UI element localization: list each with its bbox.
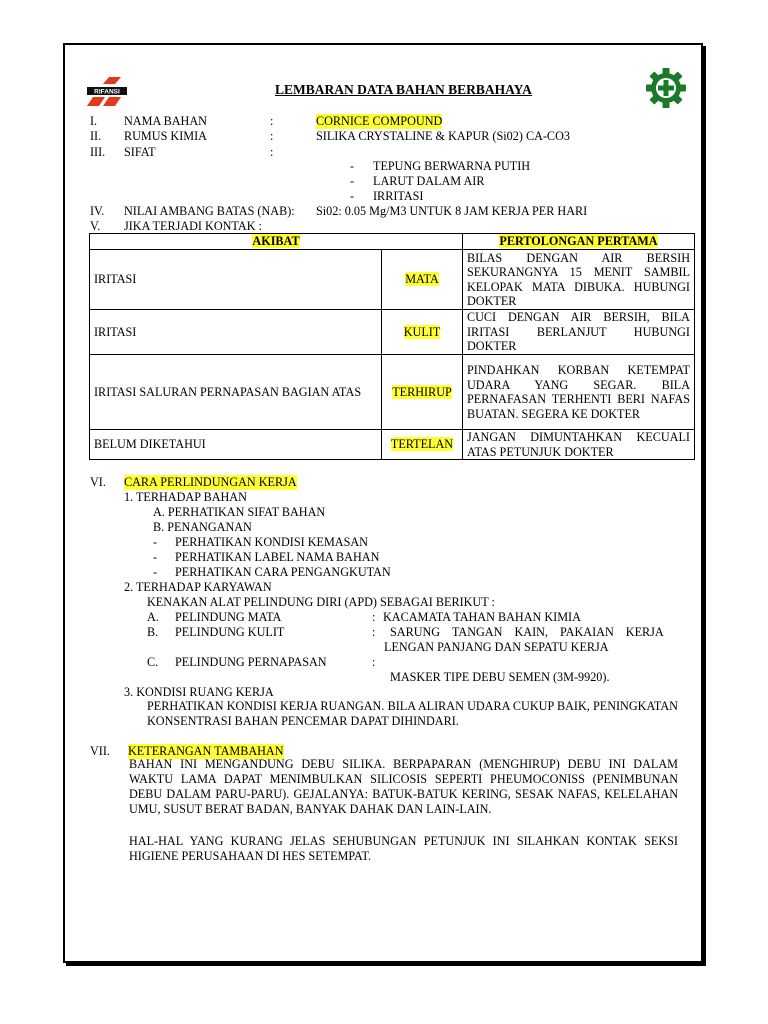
identity-sep-3: :	[270, 145, 274, 159]
apd-item-c: PELINDUNG PERNAPASAN	[175, 655, 327, 669]
company-name: RIFANSI	[94, 88, 120, 96]
row-area: MATA	[382, 250, 463, 310]
sifat-item-2: LARUT DALAM AIR	[373, 174, 485, 188]
identity-label-2: RUMUS KIMIA	[124, 129, 207, 143]
tambahan-para1: BAHAN INI MENGANDUNG DEBU SILIKA. BERPAPARAN (MENGHIRUP) DEBU INI DALAM WAKTU LAMA DAPAT MENIMBULKAN SILICOSIS SEPERTI PHEUMOCONISS (PENIMBUNAN DEBU DALAM PARU-PARU). GEJALANYA: BATUK-BATUK KERING, SESAK NAFAS, KELELAHAN UMU, SUSUT BERAT BADAN, BANYAK DAHAK DAN LAIN-LAIN.	[129, 757, 678, 816]
page-title: LEMBARAN DATA BAHAN BERBAHAYA	[275, 82, 532, 97]
row-pertolongan: CUCI DENGAN AIR BERSIH, BILA IRITASI BERLANJUT HUBUNGI DOKTER	[463, 310, 695, 355]
sifat-item-1: TEPUNG BERWARNA PUTIH	[373, 159, 531, 173]
row-pertolongan: JANGAN DIMUNTAHKAN KECUALI ATAS PETUNJUK DOKTER	[463, 430, 695, 460]
kontak-label: JIKA TERJADI KONTAK :	[124, 219, 262, 233]
nab-label: NILAI AMBANG BATAS (NAB):	[124, 204, 295, 218]
bahan-dash-3: PERHATIKAN CARA PENGANGKUTAN	[175, 565, 391, 579]
table-row	[90, 430, 695, 460]
apd-value-a: KACAMATA TAHAN BAHAN KIMIA	[383, 610, 581, 624]
dash: -	[153, 565, 158, 579]
identity-num-2: II.	[90, 129, 102, 143]
karyawan-title: 2. TERHADAP KARYAWAN	[124, 580, 272, 594]
header-akibat: AKIBAT	[90, 234, 463, 250]
nab-num: IV.	[90, 204, 105, 218]
material-name: CORNICE COMPOUND	[316, 114, 443, 128]
identity-sep-2: :	[270, 129, 274, 143]
row-akibat: IRITASI SALURAN PERNAPASAN BAGIAN ATAS	[90, 355, 382, 430]
apd-sep-c: :	[372, 655, 376, 669]
apd-value-b: SARUNG TANGAN KAIN, PAKAIAN KERJA	[390, 625, 664, 639]
table-row	[90, 250, 695, 310]
row-area: TERTELAN	[382, 430, 463, 460]
dash: -	[350, 159, 355, 173]
apd-item-a: PELINDUNG MATA	[175, 610, 282, 624]
dash: -	[350, 189, 355, 203]
row-akibat: IRITASI	[90, 250, 382, 310]
tambahan-para2: HAL-HAL YANG KURANG JELAS SEHUBUNGAN PETUNJUK INI SILAHKAN KONTAK SEKSI HIGIENE PERUSAHAAN DI HES SETEMPAT.	[129, 834, 678, 863]
dash: -	[153, 535, 158, 549]
apd-value-b2: LENGAN PANJANG DAN SEPATU KERJA	[384, 640, 609, 654]
row-area: TERHIRUP	[382, 355, 463, 430]
contact-table	[89, 233, 695, 460]
row-akibat: IRITASI	[90, 310, 382, 355]
section-vi-num: VI.	[90, 475, 106, 489]
kontak-num: V.	[90, 219, 101, 233]
identity-num-1: I.	[90, 114, 98, 128]
bahan-dash-1: PERHATIKAN KONDISI KEMASAN	[175, 535, 368, 549]
section-vii-num: VII.	[90, 744, 110, 758]
dash: -	[350, 174, 355, 188]
apd-letter-a: A.	[147, 610, 159, 624]
karyawan-intro: KENAKAN ALAT PELINDUNG DIRI (APD) SEBAGAI BERIKUT :	[147, 595, 495, 609]
nab-value: Si02: 0.05 Mg/M3 UNTUK 8 JAM KERJA PER HARI	[316, 204, 588, 218]
ruang-title: 3. KONDISI RUANG KERJA	[124, 685, 274, 699]
identity-label-3: SIFAT	[124, 145, 156, 159]
apd-sep-a: :	[372, 610, 376, 624]
header-pertolongan: PERTOLONGAN PERTAMA	[463, 234, 695, 250]
apd-letter-b: B.	[147, 625, 159, 639]
rifansi-logo	[87, 75, 127, 107]
bahan-a: A. PERHATIKAN SIFAT BAHAN	[153, 505, 326, 519]
section-vi-title: CARA PERLINDUNGAN KERJA	[124, 475, 297, 489]
identity-label-1: NAMA BAHAN	[124, 114, 207, 128]
bahan-b: B. PENANGANAN	[153, 520, 252, 534]
dash: -	[153, 550, 158, 564]
chemical-formula: SILIKA CRYSTALINE & KAPUR (Si02) CA-CO3	[316, 129, 570, 143]
row-pertolongan: PINDAHKAN KORBAN KETEMPAT UDARA YANG SEGAR. BILA PERNAFASAN TERHENTI BERI NAFAS BUATAN. SEGERA KE DOKTER	[463, 355, 695, 430]
apd-item-b: PELINDUNG KULIT	[175, 625, 285, 639]
table-row	[90, 310, 695, 355]
sifat-item-3: IRRITASI	[373, 189, 424, 203]
table-row	[90, 355, 695, 430]
safety-gear-seal	[645, 67, 687, 109]
bahan-dash-2: PERHATIKAN LABEL NAMA BAHAN	[175, 550, 380, 564]
row-area: KULIT	[382, 310, 463, 355]
table-header-row	[90, 234, 695, 250]
apd-letter-c: C.	[147, 655, 159, 669]
row-pertolongan: BILAS DENGAN AIR BERSIH SEKURANGNYA 15 MENIT SAMBIL KELOPAK MATA DIBUKA. HUBUNGI DOKTER	[463, 250, 695, 310]
identity-num-3: III.	[90, 145, 106, 159]
bahan-title: 1. TERHADAP BAHAN	[124, 490, 247, 504]
identity-sep-1: :	[270, 114, 274, 128]
section-vii-title: KETERANGAN TAMBAHAN	[128, 744, 284, 758]
apd-value-c: MASKER TIPE DEBU SEMEN (3M-9920).	[390, 670, 610, 684]
ruang-text: PERHATIKAN KONDISI KERJA RUANGAN. BILA ALIRAN UDARA CUKUP BAIK, PENINGKATAN KONSENTRASI BAHAN PENCEMAR DAPAT DIHINDARI.	[147, 699, 678, 728]
apd-sep-b: :	[372, 625, 376, 639]
row-akibat: BELUM DIKETAHUI	[90, 430, 382, 460]
